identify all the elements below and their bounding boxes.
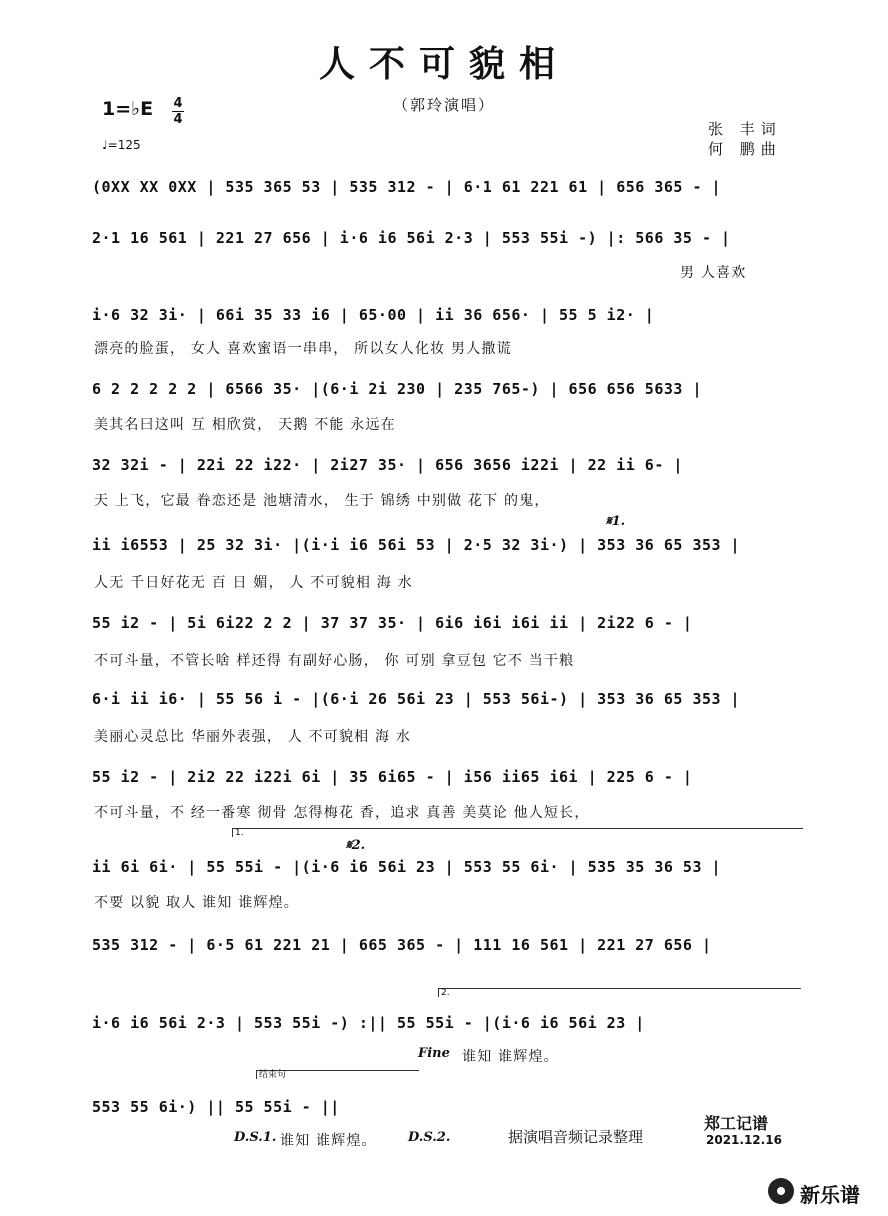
time-signature [172, 96, 184, 127]
staff-line-1: (0XX XX 0XX | 535 365 53 | 535 312 - | 6·1 61 221 61 | 656 365 - | [92, 178, 722, 196]
ds1-mark: D.S.1. [234, 1130, 277, 1145]
staff-line-8: 6·i ii i6· | 55 56 i - |(6·i 26 56i 23 | 553 56i-) | 353 36 65 353 | [92, 690, 741, 708]
staff-line-10: ii 6i 6i· | 55 55i - |(i·6 i6 56i 23 | 553 55 6i· | 535 35 36 53 | [92, 858, 722, 876]
vinyl-record-icon [768, 1178, 794, 1204]
staff-line-13: 553 55 6i·) || 55 55i - || [92, 1098, 340, 1116]
lyricist-credit: 张 丰词 [708, 120, 782, 138]
singer-credit: （郭玲演唱） [392, 96, 495, 114]
staff-line-3: i·6 32 3i· | 66i 35 33 i6 | 65·00 | ii 36 656· | 55 5 i2· | [92, 306, 655, 324]
staff-line-6: ii i6553 | 25 32 3i· |(i·i i6 56i 53 | 2·5 32 3i·) | 353 36 65 353 | [92, 536, 741, 554]
meter-top: 4 [173, 96, 183, 111]
staff-line-9: 55 i2 - | 2i2 22 i22i 6i | 35 6i65 - | i56 ii65 i6i | 225 6 - | [92, 768, 693, 786]
lyric-line-2: 男 人喜欢 [680, 265, 747, 281]
composer-credit: 何 鹏曲 [708, 140, 782, 158]
lyric-line-4: 美其名曰这叫 互 相欣赏， 天鹅 不能 永远在 [94, 417, 396, 433]
first-ending-bracket: 1. [232, 828, 803, 837]
song-title: 人不可貌相 [318, 44, 569, 85]
transcription-note: 据演唱音频记录整理 [508, 1128, 644, 1146]
site-logo-text: 新乐谱 [800, 1183, 860, 1207]
lyric-line-fine: 谁知 谁辉煌。 [462, 1049, 559, 1065]
lyric-line-10: 不要 以貌 取人 谁知 谁辉煌。 [94, 895, 299, 911]
staff-line-2: 2·1 16 561 | 221 27 656 | i·6 i6 56i 2·3 | 553 55i -) |: 566 35 - | [92, 229, 731, 247]
lyric-line-3: 漂亮的脸蛋， 女人 喜欢蜜语一串串， 所以女人化妆 男人撒谎 [94, 341, 512, 357]
segno-1-mark: 𝄋1. [606, 514, 626, 529]
ds2-mark: D.S.2. [408, 1130, 451, 1145]
tempo-marking: ♩=125 [102, 138, 141, 152]
ending-phrase-bracket: 结束句 [256, 1070, 419, 1079]
staff-line-4: 6 2 2 2 2 2 | 6566 35· |(6·i 2i 230 | 235 765-) | 656 656 5633 | [92, 380, 702, 398]
lyric-line-8: 美丽心灵总比 华丽外表强， 人 不可貌相 海 水 [94, 729, 412, 745]
key-signature: 1=♭E [102, 98, 154, 120]
lyric-line-end: 谁知 谁辉煌。 [280, 1133, 377, 1149]
meter-bottom: 4 [173, 112, 183, 127]
lyric-line-6: 人无 千日好花无 百 日 媚， 人 不可貌相 海 水 [94, 575, 413, 591]
lyric-line-5: 天 上飞，它最 眷恋还是 池塘清水， 生于 锦绣 中别做 花下 的鬼， [94, 493, 550, 509]
staff-line-12: i·6 i6 56i 2·3 | 553 55i -) :|| 55 55i - |(i·6 i6 56i 23 | [92, 1014, 645, 1032]
staff-line-11: 535 312 - | 6·5 61 221 21 | 665 365 - | 111 16 561 | 221 27 656 | [92, 936, 712, 954]
staff-line-7: 55 i2 - | 5i 6i22 2 2 | 37 37 35· | 6i6 i6i i6i ii | 2i22 6 - | [92, 614, 693, 632]
second-ending-bracket: 2. [438, 988, 801, 997]
transcriber-brand: 郑工记谱 [704, 1114, 769, 1133]
transcription-date: 2021.12.16 [706, 1133, 782, 1147]
fine-mark: Fine [418, 1046, 450, 1061]
site-logo[interactable] [768, 1175, 878, 1211]
lyric-line-7: 不可斗量，不管长啥 样还得 有副好心肠， 你 可别 拿豆包 它不 当干粮 [94, 653, 575, 669]
segno-2-mark: 𝄋2. [346, 838, 366, 853]
lyric-line-9: 不可斗量，不 经一番寒 彻骨 怎得梅花 香，追求 真善 美莫论 他人短长， [94, 805, 590, 821]
staff-line-5: 32 32i - | 22i 22 i22· | 2i27 35· | 656 3656 i22i | 22 ii 6- | [92, 456, 683, 474]
